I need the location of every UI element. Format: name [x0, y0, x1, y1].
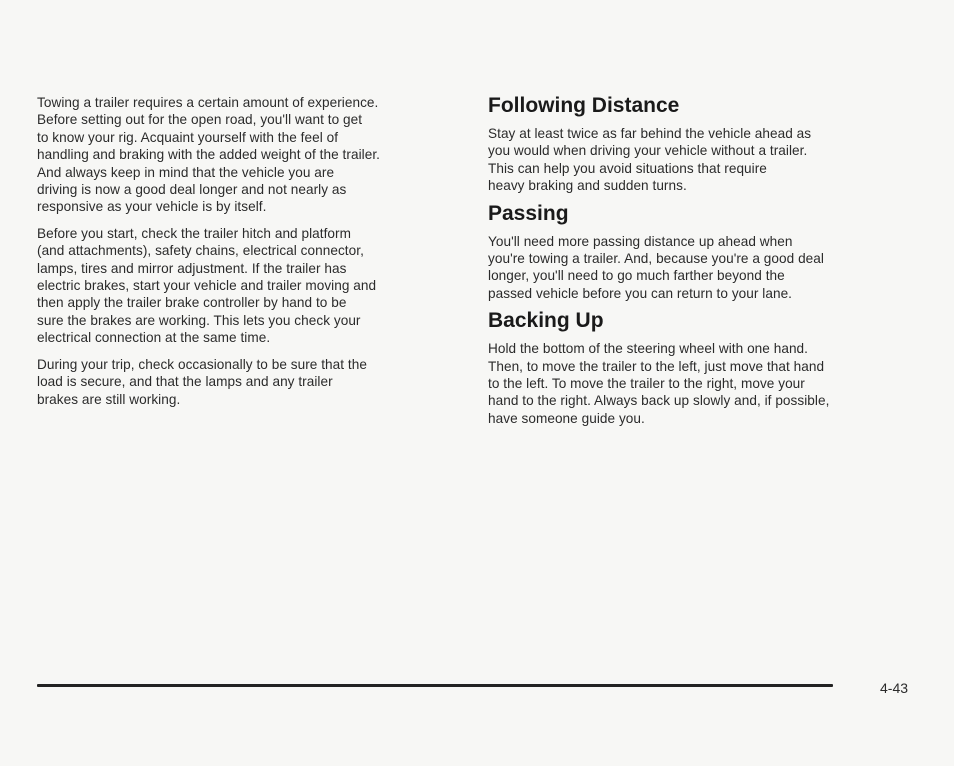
passing-body: You'll need more passing distance up ahead when you're towing a trailer. And, because you're a good deal longer, you'll need to go much farther beyond the passed vehicle before you can return to your lane. — [488, 233, 824, 301]
pre-trip-check-paragraph: Before you start, check the trailer hitch and platform (and attachments), safety chains, electrical connector, lamps, tires and mirror adjustment. If the trailer has electric brakes, start your vehicle and trailer moving and then apply the trailer brake controller by hand to be sure the brakes are working. This lets you check your electrical connection at the same time. — [37, 225, 377, 346]
page-number: 4-43 — [880, 680, 909, 696]
right-column — [488, 94, 918, 434]
footer-divider — [37, 684, 833, 687]
passing-heading: Passing — [488, 201, 569, 225]
intro-paragraph: Towing a trailer requires a certain amount of experience. Before setting out for the open road, you'll want to get to know your rig. Acquaint yourself with the feel of handling and braking with the added weight of the trailer. And always keep in mind that the vehicle you are driving is now a good deal longer and not nearly as responsive as your vehicle is by itself. — [37, 95, 380, 215]
during-trip-paragraph: During your trip, check occasionally to be sure that the load is secure, and that the lamps and any trailer brakes are still working. — [37, 356, 367, 407]
backing-up-heading: Backing Up — [488, 309, 604, 333]
following-distance-body: Stay at least twice as far behind the vehicle ahead as you would when driving your vehicle without a trailer. This can help you avoid situations that require heavy braking and sudden turns. — [488, 126, 812, 194]
backing-up-body: Hold the bottom of the steering wheel with one hand. Then, to move the trailer to the left, just move that hand to the left. To move the trailer to the right, move your hand to the right. Always back up slowly and, if possible, have someone guide you. — [488, 341, 830, 426]
following-distance-heading: Following Distance — [488, 94, 680, 117]
left-column — [37, 94, 462, 417]
